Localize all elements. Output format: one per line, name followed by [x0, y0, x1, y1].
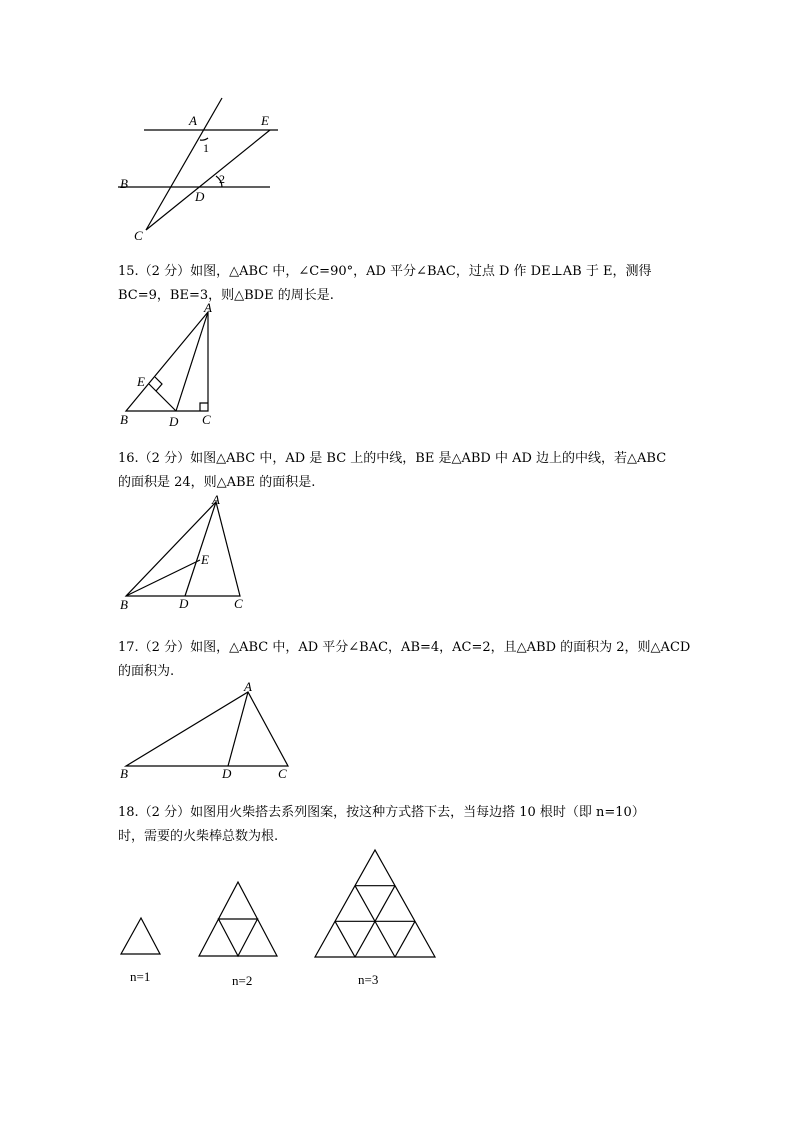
label-c: C — [134, 228, 143, 243]
label-d: D — [179, 596, 189, 611]
triangle-abc — [126, 502, 240, 596]
caption-n3: n=3 — [358, 972, 379, 987]
segment-ad — [228, 692, 248, 766]
label-c: C — [202, 412, 211, 427]
figure-parallel-lines — [110, 90, 300, 250]
question-18-line-1: 18.（2 分）如图用火柴搭去系列图案，按这种方式搭下去，当每边搭 10 根时（即 n=10） — [118, 805, 645, 820]
figure-q15-right-triangle — [110, 300, 230, 435]
caption-n2: n=2 — [232, 973, 253, 988]
right-angle-mark-c — [200, 403, 208, 411]
right-angle-mark-e — [155, 377, 162, 391]
question-18-text — [118, 801, 678, 849]
label-angle-2: 2 — [219, 172, 225, 186]
diag-down-2 — [335, 921, 355, 957]
question-16-line-1: 16.（2 分）如图△ABC 中，AD 是 BC 上的中线，BE 是△ABD 中 AD 边上的中线，若△ABC — [118, 451, 667, 466]
label-b: B — [120, 412, 128, 427]
label-a: A — [204, 300, 212, 315]
inner-inverted-triangle — [219, 919, 258, 956]
label-angle-1: 1 — [203, 141, 209, 155]
label-b: B — [120, 766, 128, 781]
outer-triangle — [315, 850, 435, 957]
line-ac-transversal — [146, 98, 222, 230]
question-16-text — [118, 447, 678, 495]
segment-de — [149, 384, 176, 411]
figure-matchstick-n2 — [196, 876, 280, 960]
angle-1-arc — [200, 138, 208, 140]
question-15-line-2: BC=9，BE=3，则△BDE 的周长是. — [118, 288, 334, 303]
question-17-line-2: 的面积为. — [118, 664, 175, 679]
label-d: D — [195, 189, 205, 204]
figure-matchstick-n1 — [118, 912, 164, 958]
label-a: A — [212, 492, 220, 507]
figure-q16-median-triangle — [110, 490, 260, 615]
label-a: A — [244, 679, 252, 694]
diag-up-2 — [395, 921, 415, 957]
label-c: C — [278, 766, 287, 781]
segment-be — [126, 560, 200, 596]
label-e: E — [137, 374, 145, 389]
question-15-line-1: 15.（2 分）如图，△ABC 中，∠C=90°，AD 平分∠BAC，过点 D 作 DE⊥AB 于 E，测得 — [118, 264, 652, 279]
figure-q17-bisector-triangle — [110, 676, 310, 786]
label-c: C — [234, 596, 243, 611]
matchstick-triangle — [121, 918, 160, 954]
caption-n1: n=1 — [130, 969, 151, 984]
label-d: D — [169, 414, 179, 429]
triangle-abc — [126, 692, 288, 766]
triangle-abc — [126, 312, 208, 411]
segment-ad — [176, 312, 208, 411]
figure-matchstick-n3 — [312, 846, 438, 961]
question-16-line-2: 的面积是 24，则△ABE 的面积是. — [118, 475, 316, 490]
label-e: E — [201, 552, 209, 567]
label-b: B — [120, 176, 128, 191]
label-a: A — [189, 113, 197, 128]
label-d: D — [222, 766, 232, 781]
question-17-line-1: 17.（2 分）如图，△ABC 中，AD 平分∠BAC，AB=4，AC=2，且△ABD 的面积为 2，则△ACD — [118, 640, 691, 655]
label-b: B — [120, 597, 128, 612]
label-e: E — [261, 113, 269, 128]
segment-ad — [185, 502, 216, 596]
question-18-line-2: 时，需要的火柴棒总数为根. — [118, 829, 279, 844]
